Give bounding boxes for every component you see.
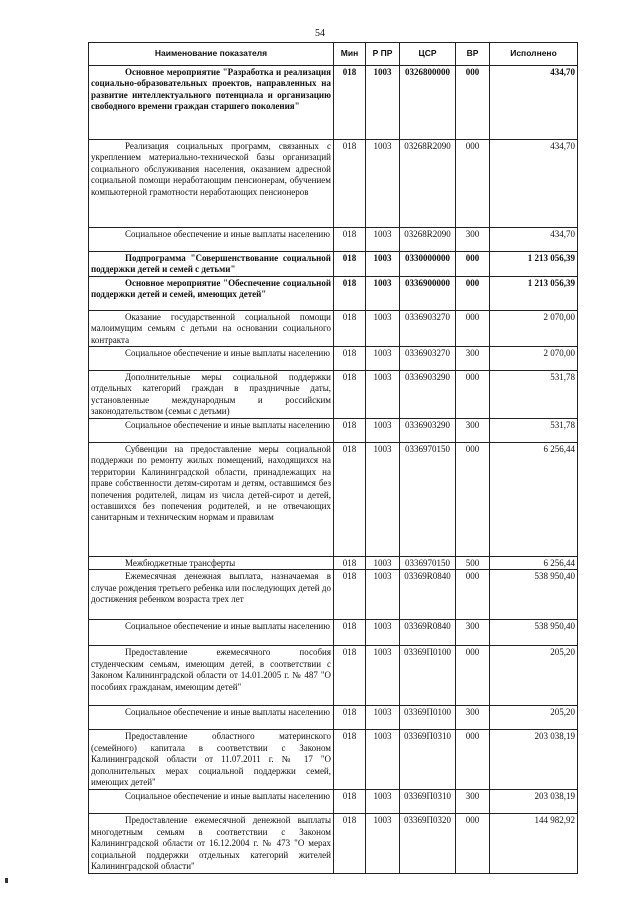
row-value: 144 982,92 <box>490 814 578 874</box>
row-csr: 03369П0320 <box>400 814 456 874</box>
row-vr: 000 <box>456 730 490 790</box>
table-row <box>89 790 578 814</box>
row-min: 018 <box>334 706 366 730</box>
row-csr: 0336903270 <box>400 310 456 346</box>
row-name: Ежемесячная денежная выплата, назначаемая в случае рождения третьего ребенка или последующих детей до достижения ребенком возраста трех лет <box>89 570 334 620</box>
row-vr: 000 <box>456 252 490 277</box>
row-name: Социальное обеспечение и иные выплаты населению <box>89 706 334 730</box>
row-name: Предоставление ежемесячного пособия студенческим семьям, имеющим детей, в соответствии с Законом Калининградской области от 14.01.2005 г. № 487 "О пособиях гражданам, имеющим детей" <box>89 646 334 706</box>
row-rpr: 1003 <box>366 140 400 228</box>
row-vr: 000 <box>456 570 490 620</box>
row-value: 203 038,19 <box>490 790 578 814</box>
row-rpr: 1003 <box>366 620 400 646</box>
header-csr: ЦСР <box>400 43 456 66</box>
row-csr: 03369П0100 <box>400 706 456 730</box>
row-value: 531,78 <box>490 419 578 443</box>
row-name: Предоставление ежемесячной денежной выплаты многодетным семьям в соответствии с Законом Калининградской области от 16.12.2004 г. № 473 "О мерах социальной поддержки отдельных категорий жителей Калининградской области" <box>89 814 334 874</box>
row-vr: 000 <box>456 371 490 419</box>
row-rpr: 1003 <box>366 310 400 346</box>
row-csr: 0336903290 <box>400 419 456 443</box>
row-value: 205,20 <box>490 706 578 730</box>
row-min: 018 <box>334 347 366 371</box>
row-min: 018 <box>334 310 366 346</box>
row-vr: 300 <box>456 706 490 730</box>
row-csr: 03369П0310 <box>400 790 456 814</box>
row-csr: 03369П0100 <box>400 646 456 706</box>
row-name: Субвенции на предоставление меры социальной поддержки по ремонту жилых помещений, находящихся на территории Калининградской области, принадлежащих на праве собственности детям-сиротам и детям, оставшимся без попечения родителей, лицам из числа детей-сирот и детей, оставшихся без попечения родителей, и не отвечающих санитарным и техническим нормам и правилам <box>89 443 334 557</box>
header-vr: ВР <box>456 43 490 66</box>
row-value: 434,70 <box>490 140 578 228</box>
row-rpr: 1003 <box>366 347 400 371</box>
row-csr: 03369П0310 <box>400 730 456 790</box>
row-name: Межбюджетные трансферты <box>89 557 334 570</box>
row-csr: 03268R2090 <box>400 228 456 252</box>
row-value: 538 950,40 <box>490 620 578 646</box>
row-min: 018 <box>334 276 366 310</box>
row-rpr: 1003 <box>366 790 400 814</box>
row-min: 018 <box>334 730 366 790</box>
row-value: 1 213 056,39 <box>490 276 578 310</box>
row-csr: 03369R0840 <box>400 620 456 646</box>
table-row <box>89 252 578 277</box>
table-row <box>89 706 578 730</box>
row-min: 018 <box>334 620 366 646</box>
row-name: Реализация социальных программ, связанных с укреплением материально-технической базы организаций социального обслуживания населения, оказанием адресной социальной помощи неработающим пенсионерам, обучением компьютерной грамотности неработающих пенсионеров <box>89 140 334 228</box>
row-vr: 500 <box>456 557 490 570</box>
table-row <box>89 66 578 140</box>
row-rpr: 1003 <box>366 419 400 443</box>
row-vr: 300 <box>456 419 490 443</box>
row-vr: 000 <box>456 310 490 346</box>
row-rpr: 1003 <box>366 557 400 570</box>
table-row <box>89 419 578 443</box>
row-name: Основное мероприятие "Обеспечение социальной поддержки детей и семей, имеющих детей" <box>89 276 334 310</box>
row-rpr: 1003 <box>366 371 400 419</box>
row-name: Основное мероприятие "Разработка и реализация социально-образовательных проектов, направленных на развитие интеллектуального потенциала и организацию свободного времени граждан старшего поколения" <box>89 66 334 140</box>
table-row <box>89 371 578 419</box>
row-vr: 300 <box>456 228 490 252</box>
row-name: Оказание государственной социальной помощи малоимущим семьям с детьми на основании социального контракта <box>89 310 334 346</box>
row-csr: 03369R0840 <box>400 570 456 620</box>
row-name: Подпрограмма "Совершенствование социальной поддержки детей и семей с детьми" <box>89 252 334 277</box>
header-name: Наименование показателя <box>89 43 334 66</box>
row-rpr: 1003 <box>366 730 400 790</box>
row-rpr: 1003 <box>366 706 400 730</box>
row-csr: 0336903270 <box>400 347 456 371</box>
row-name: Дополнительные меры социальной поддержки отдельных категорий граждан в праздничные даты, установленные международным и российским законодательством (семьи с детьми) <box>89 371 334 419</box>
table-row <box>89 443 578 557</box>
row-min: 018 <box>334 814 366 874</box>
row-vr: 000 <box>456 814 490 874</box>
row-min: 018 <box>334 790 366 814</box>
row-min: 018 <box>334 140 366 228</box>
table-row <box>89 620 578 646</box>
table-row <box>89 730 578 790</box>
row-csr: 0326800000 <box>400 66 456 140</box>
report-table <box>88 42 578 874</box>
row-min: 018 <box>334 646 366 706</box>
row-rpr: 1003 <box>366 228 400 252</box>
row-name: Социальное обеспечение и иные выплаты населению <box>89 790 334 814</box>
row-min: 018 <box>334 228 366 252</box>
row-min: 018 <box>334 557 366 570</box>
row-vr: 000 <box>456 276 490 310</box>
header-rpr: Р ПР <box>366 43 400 66</box>
row-name: Социальное обеспечение и иные выплаты населению <box>89 347 334 371</box>
row-value: 538 950,40 <box>490 570 578 620</box>
row-rpr: 1003 <box>366 66 400 140</box>
row-vr: 300 <box>456 620 490 646</box>
row-rpr: 1003 <box>366 570 400 620</box>
row-name: Социальное обеспечение и иные выплаты населению <box>89 620 334 646</box>
row-vr: 000 <box>456 646 490 706</box>
row-value: 203 038,19 <box>490 730 578 790</box>
table-row <box>89 310 578 346</box>
row-value: 205,20 <box>490 646 578 706</box>
row-name: Предоставление областного материнского (семейного) капитала в соответствии с Законом Калининградской области от 11.07.2011 г. № 17 "О дополнительных мерах социальной поддержки семей, имеющих детей" <box>89 730 334 790</box>
row-vr: 000 <box>456 66 490 140</box>
row-csr: 0336900000 <box>400 276 456 310</box>
row-value: 2 070,00 <box>490 310 578 346</box>
row-rpr: 1003 <box>366 443 400 557</box>
row-csr: 03268R2090 <box>400 140 456 228</box>
row-min: 018 <box>334 371 366 419</box>
row-vr: 000 <box>456 140 490 228</box>
row-value: 434,70 <box>490 66 578 140</box>
table-row <box>89 814 578 874</box>
table-row <box>89 646 578 706</box>
page-number: 54 <box>315 28 325 39</box>
scan-mark <box>5 878 8 883</box>
row-vr: 300 <box>456 790 490 814</box>
row-csr: 0336970150 <box>400 557 456 570</box>
row-value: 531,78 <box>490 371 578 419</box>
table-header-row <box>89 43 578 66</box>
table-row <box>89 140 578 228</box>
table-body <box>89 66 578 874</box>
row-value: 6 256,44 <box>490 443 578 557</box>
row-min: 018 <box>334 443 366 557</box>
row-min: 018 <box>334 66 366 140</box>
table-row <box>89 276 578 310</box>
row-rpr: 1003 <box>366 252 400 277</box>
table-row <box>89 228 578 252</box>
row-rpr: 1003 <box>366 814 400 874</box>
row-vr: 000 <box>456 443 490 557</box>
table-row <box>89 347 578 371</box>
row-vr: 300 <box>456 347 490 371</box>
row-value: 434,70 <box>490 228 578 252</box>
row-name: Социальное обеспечение и иные выплаты населению <box>89 228 334 252</box>
row-csr: 0336903290 <box>400 371 456 419</box>
table-row <box>89 570 578 620</box>
header-min: Мин <box>334 43 366 66</box>
table-row <box>89 557 578 570</box>
row-min: 018 <box>334 419 366 443</box>
row-value: 6 256,44 <box>490 557 578 570</box>
row-rpr: 1003 <box>366 646 400 706</box>
row-min: 018 <box>334 570 366 620</box>
row-name: Социальное обеспечение и иные выплаты населению <box>89 419 334 443</box>
row-value: 2 070,00 <box>490 347 578 371</box>
row-min: 018 <box>334 252 366 277</box>
header-value: Исполнено <box>490 43 578 66</box>
row-csr: 0336970150 <box>400 443 456 557</box>
row-csr: 0330000000 <box>400 252 456 277</box>
row-value: 1 213 056,39 <box>490 252 578 277</box>
row-rpr: 1003 <box>366 276 400 310</box>
